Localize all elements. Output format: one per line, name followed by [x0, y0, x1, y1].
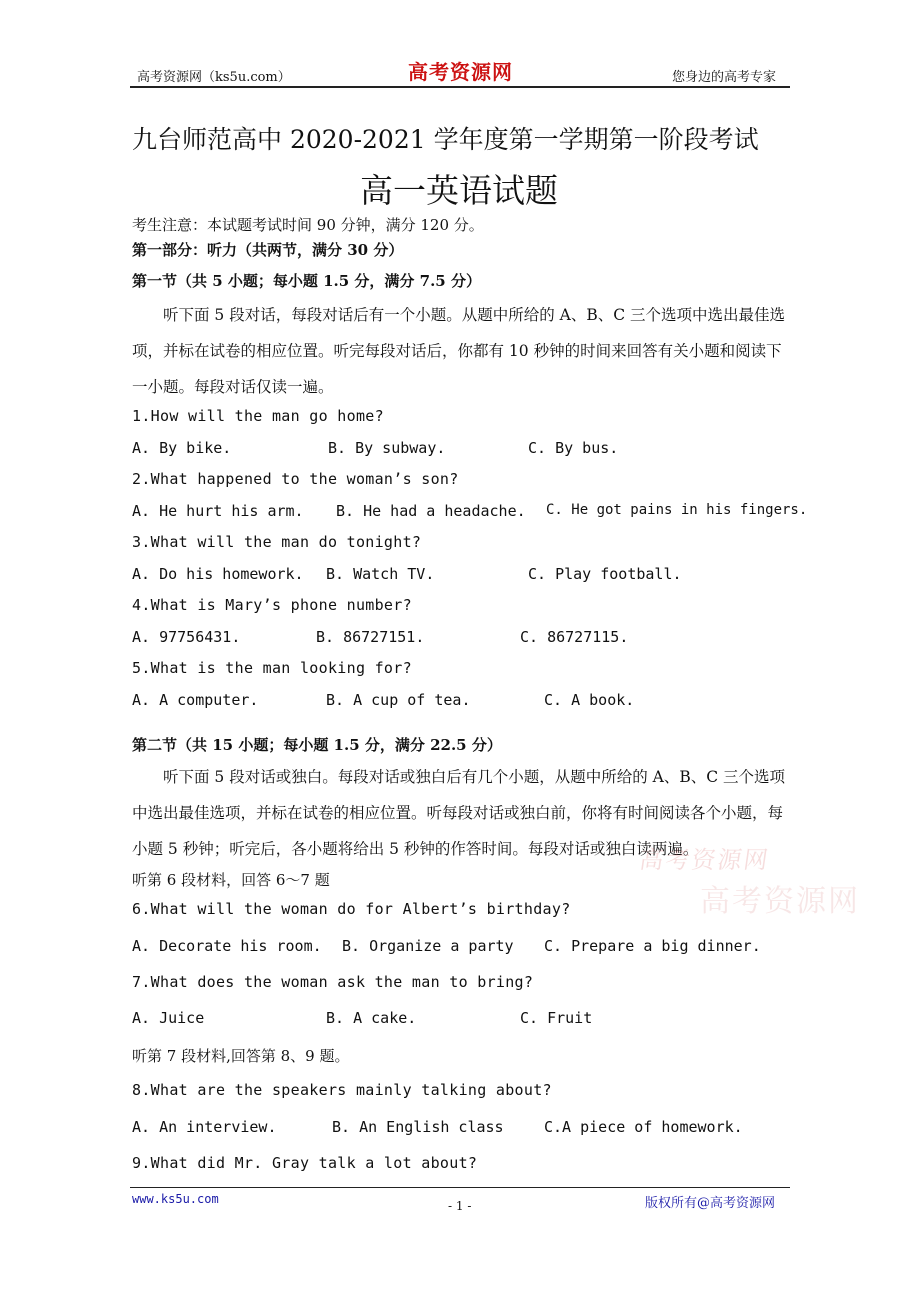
- option-8c: C.A piece of homework.: [544, 1118, 743, 1136]
- part1-heading: 第一部分：听力（共两节，满分 30 分）: [132, 241, 404, 259]
- option-5c: C. A book.: [544, 691, 635, 709]
- option-4a: A. 97756431.: [132, 628, 241, 646]
- section1-instructions: 听下面 5 段对话，每段对话后有一个小题。从题中所给的 A、B、C 三个选项中选出最佳选项，并标在试卷的相应位置。听完每段对话后，你都有 10 秒钟的时间来回答有关小题和阅读下一小题。每段对话仅读一遍。: [132, 306, 786, 396]
- header-left-text: 高考资源网（ks5u.com）: [137, 70, 291, 85]
- exam-subject-title: 高一英语试题: [360, 171, 558, 210]
- option-2b: B. He had a headache.: [336, 502, 526, 520]
- option-7c: C. Fruit: [520, 1009, 593, 1027]
- option-5a: A. A computer.: [132, 691, 259, 709]
- page-number: - 1 -: [448, 1199, 472, 1213]
- section2-heading: 第二节（共 15 小题；每小题 1.5 分，满分 22.5 分）: [132, 736, 502, 754]
- option-7b: B. A cake.: [326, 1009, 417, 1027]
- option-2c: C. He got pains in his fingers.: [546, 502, 808, 518]
- option-1c: C. By bus.: [528, 439, 619, 457]
- question-3: 3.What will the man do tonight?: [132, 533, 422, 551]
- option-5b: B. A cup of tea.: [326, 691, 471, 709]
- exam-notice: 考生注意：本试题考试时间 90 分钟，满分 120 分。: [132, 216, 484, 234]
- question-2: 2.What happened to the woman’s son?: [132, 470, 459, 488]
- option-6b: B. Organize a party: [342, 937, 514, 955]
- question-8: 8.What are the speakers mainly talking about?: [132, 1081, 552, 1099]
- question-9: 9.What did Mr. Gray talk a lot about?: [132, 1154, 478, 1172]
- option-3a: A. Do his homework.: [132, 565, 304, 583]
- watermark-logo: 高考资源网: [637, 846, 772, 874]
- exam-title: 九台师范高中 2020-2021 学年度第一学期第一阶段考试: [132, 125, 759, 154]
- material-7-label: 听第 7 段材料,回答第 8、9 题。: [132, 1047, 350, 1065]
- question-7: 7.What does the woman ask the man to bring?: [132, 973, 534, 991]
- section2-instructions: 听下面 5 段对话或独白。每段对话或独白后有几个小题，从题中所给的 A、B、C 三个选项中选出最佳选项，并标在试卷的相应位置。听每段对话或独白前，你将有时间阅读各个小题，每小题 5 秒钟；听完后，各小题将给出 5 秒钟的作答时间。每段对话或独白读两遍。: [132, 768, 786, 858]
- watermark-text: 高考资源网: [700, 884, 860, 919]
- option-8b: B. An English class: [332, 1118, 504, 1136]
- option-4c: C. 86727115.: [520, 628, 629, 646]
- option-4b: B. 86727151.: [316, 628, 425, 646]
- section1-heading: 第一节（共 5 小题；每小题 1.5 分，满分 7.5 分）: [132, 272, 481, 290]
- option-8a: A. An interview.: [132, 1118, 277, 1136]
- header-right-text: 您身边的高考专家: [672, 70, 777, 85]
- option-1b: B. By subway.: [328, 439, 446, 457]
- option-6a: A. Decorate his room.: [132, 937, 322, 955]
- footer-website-link[interactable]: www.ks5u.com: [132, 1192, 219, 1206]
- question-6: 6.What will the woman do for Albert’s birthday?: [132, 900, 571, 918]
- option-7a: A. Juice: [132, 1009, 205, 1027]
- option-3c: C. Play football.: [528, 565, 682, 583]
- material-6-label: 听第 6 段材料，回答 6～7 题: [132, 871, 330, 889]
- option-6c: C. Prepare a big dinner.: [544, 937, 761, 955]
- option-2a: A. He hurt his arm.: [132, 502, 304, 520]
- header-divider: [130, 86, 790, 88]
- option-1a: A. By bike.: [132, 439, 232, 457]
- footer-divider: [130, 1187, 790, 1188]
- question-4: 4.What is Mary’s phone number?: [132, 596, 412, 614]
- question-5: 5.What is the man looking for?: [132, 659, 412, 677]
- option-3b: B. Watch TV.: [326, 565, 435, 583]
- footer-copyright: 版权所有@高考资源网: [645, 1196, 776, 1211]
- question-1: 1.How will the man go home?: [132, 407, 384, 425]
- header-logo: 高考资源网: [408, 60, 513, 84]
